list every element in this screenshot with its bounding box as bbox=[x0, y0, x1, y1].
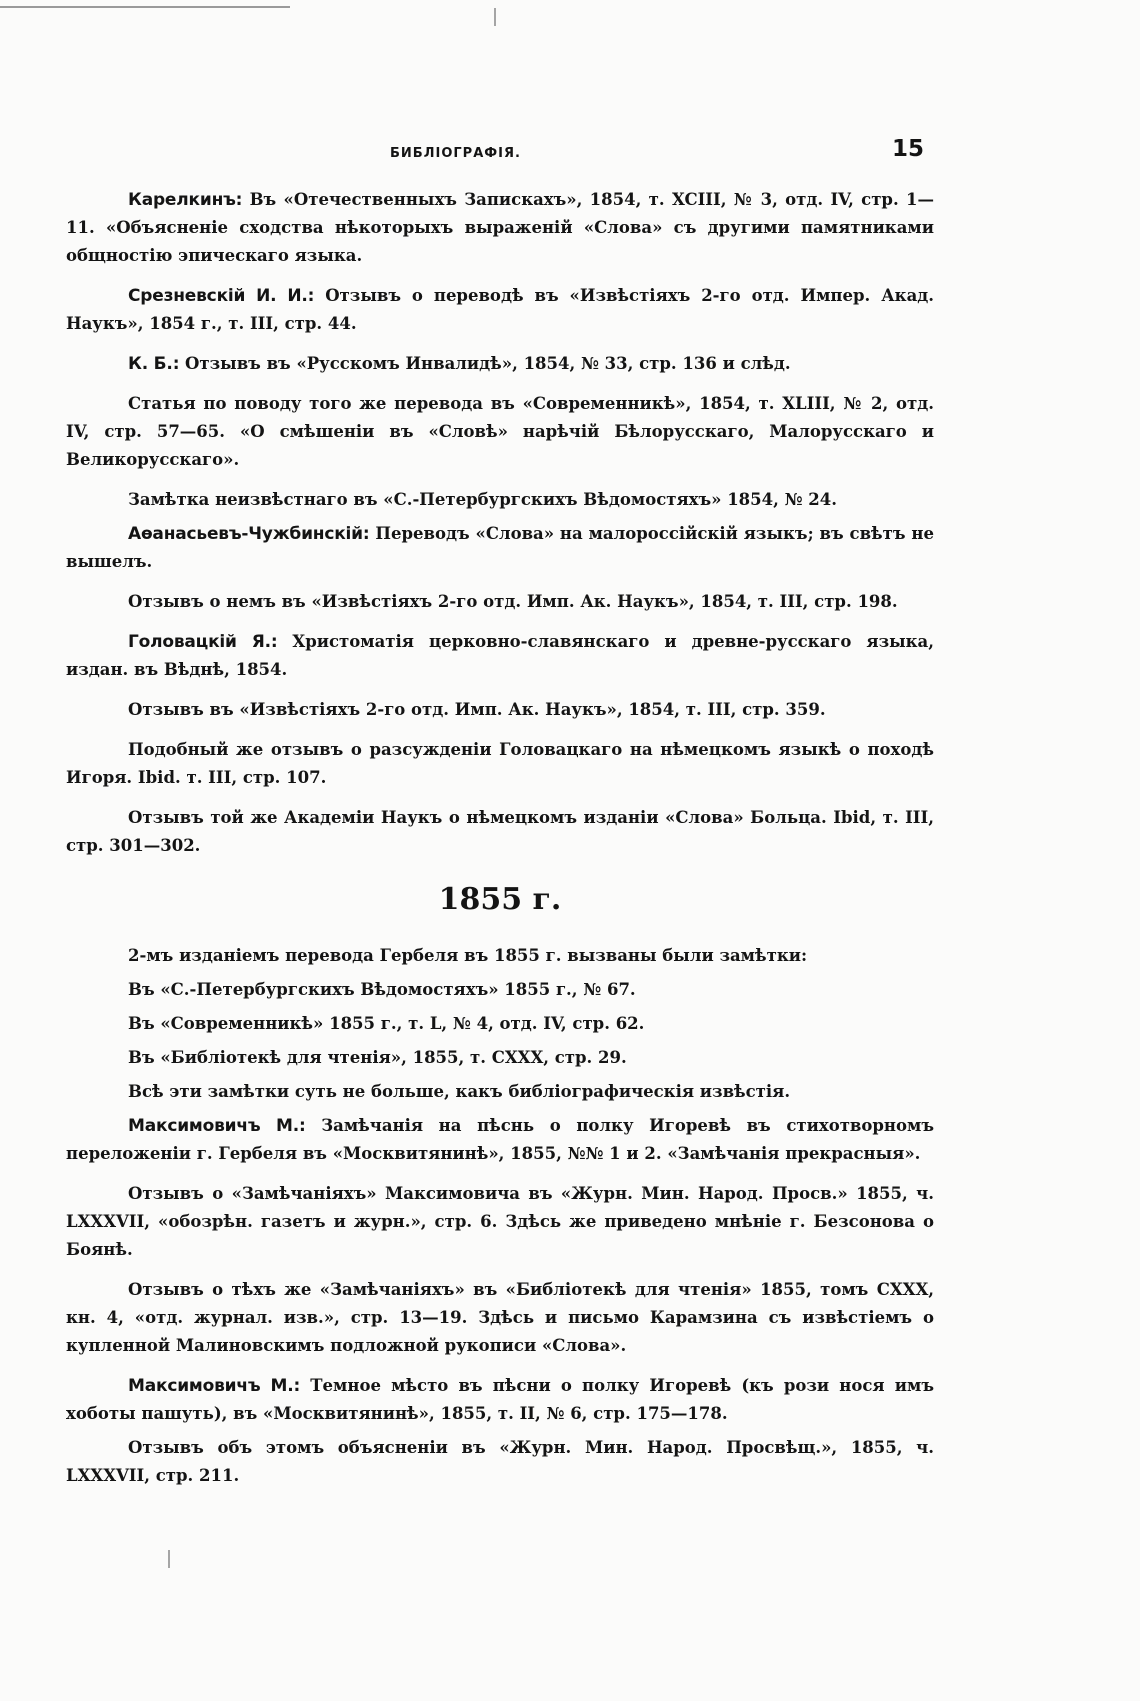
entry-paragraph bbox=[66, 520, 934, 576]
entry-paragraph bbox=[66, 350, 934, 378]
page-number: 15 bbox=[892, 136, 925, 162]
entry-paragraph bbox=[66, 1078, 934, 1106]
entry-text: Отзывъ о переводѣ въ «Извѣстіяхъ 2-го отд. Импер. Акад. Наукъ», 1854 г., т. III, стр. 44. bbox=[66, 286, 934, 333]
entry-text: Отзывъ о тѣхъ же «Замѣчаніяхъ» въ «Библіотекѣ для чтенія» 1855, томъ CXXX, кн. 4, «отд. журнал. изв.», стр. 13—19. Здѣсь и письмо Карамзина съ извѣстіемъ о купленной Малиновскимъ подложной рукописи «Слова». bbox=[66, 1280, 934, 1355]
body-text bbox=[66, 186, 934, 1502]
entry-paragraph bbox=[66, 1434, 934, 1490]
entry-paragraph bbox=[66, 390, 934, 474]
entry-text: Отзывъ въ «Извѣстіяхъ 2-го отд. Имп. Ак. Наукъ», 1854, т. III, стр. 359. bbox=[128, 700, 826, 719]
entry-paragraph bbox=[66, 696, 934, 724]
entry-paragraph bbox=[66, 628, 934, 684]
entry-text: Въ «С.-Петербургскихъ Вѣдомостяхъ» 1855 г., № 67. bbox=[128, 980, 636, 999]
entry-text: Замѣчанія на пѣснь о полку Игоревѣ въ стихотворномъ переложеніи г. Гербеля въ «Москвитянинѣ», 1855, №№ 1 и 2. «Замѣчанія прекрасныя». bbox=[66, 1116, 934, 1163]
entry-paragraph bbox=[66, 588, 934, 616]
entry-text: Подобный же отзывъ о разсужденіи Головацкаго на нѣмецкомъ языкѣ о походѣ Игоря. Ibid. т. III, стр. 107. bbox=[66, 740, 934, 787]
top-rule bbox=[0, 6, 290, 8]
scan-mark bbox=[494, 8, 496, 26]
entry-text: Въ «Отечественныхъ Запискахъ», 1854, т. XCIII, № 3, отд. IV, стр. 1—11. «Объясненіе сходства нѣкоторыхъ выраженій «Слова» съ другими памятниками общностію эпическаго языка. bbox=[66, 190, 934, 265]
entry-text: Отзывъ той же Академіи Наукъ о нѣмецкомъ изданіи «Слова» Больца. Ibid, т. III, стр. 301—302. bbox=[66, 808, 934, 855]
entry-paragraph bbox=[66, 804, 934, 860]
entry-text: Въ «Библіотекѣ для чтенія», 1855, т. CXXX, стр. 29. bbox=[128, 1048, 627, 1067]
entry-paragraph bbox=[66, 942, 934, 970]
entry-paragraph bbox=[66, 1276, 934, 1360]
entry-text: Отзывъ о «Замѣчаніяхъ» Максимовича въ «Журн. Мин. Народ. Просв.» 1855, ч. LXXXVII, «обозрѣн. газетъ и журн.», стр. 6. Здѣсь же приведено мнѣніе г. Безсонова о Боянѣ. bbox=[66, 1184, 934, 1259]
entry-paragraph bbox=[66, 1112, 934, 1168]
author-name: Максимовичъ М.: bbox=[128, 1376, 301, 1396]
entry-text: Отзывъ объ этомъ объясненіи въ «Журн. Мин. Народ. Просвѣщ.», 1855, ч. LXXXVII, стр. 211. bbox=[66, 1438, 934, 1485]
author-name: Карелкинъ: bbox=[128, 190, 243, 210]
entry-paragraph bbox=[66, 976, 934, 1004]
entry-paragraph bbox=[66, 1010, 934, 1038]
author-name: Аѳанасьевъ-Чужбинскій: bbox=[128, 524, 370, 544]
entry-paragraph bbox=[66, 1372, 934, 1428]
entry-text: Замѣтка неизвѣстнаго въ «С.-Петербургскихъ Вѣдомостяхъ» 1854, № 24. bbox=[128, 490, 838, 509]
entry-text: Статья по поводу того же перевода въ «Современникѣ», 1854, т. XLIII, № 2, отд. IV, стр. 57—65. «О смѣшеніи въ «Словѣ» нарѣчій Бѣлорусскаго, Малорусскаго и Великорусскаго». bbox=[66, 394, 934, 469]
author-name: Головацкій Я.: bbox=[128, 632, 278, 652]
entry-text: Отзывъ о немъ въ «Извѣстіяхъ 2-го отд. Имп. Ак. Наукъ», 1854, т. III, стр. 198. bbox=[128, 592, 898, 611]
entry-paragraph bbox=[66, 186, 934, 270]
entry-paragraph bbox=[66, 486, 934, 514]
entry-text: Переводъ «Слова» на малороссійскій языкъ; въ свѣтъ не вышелъ. bbox=[66, 524, 934, 571]
author-name: Срезневскій И. И.: bbox=[128, 286, 315, 306]
entry-text: Всѣ эти замѣтки суть не больше, какъ библіографическія извѣстія. bbox=[128, 1082, 791, 1101]
entry-text: Въ «Современникѣ» 1855 г., т. L, № 4, отд. IV, стр. 62. bbox=[128, 1014, 645, 1033]
entry-text: Отзывъ въ «Русскомъ Инвалидѣ», 1854, № 33, стр. 136 и слѣд. bbox=[179, 354, 791, 373]
scan-mark bbox=[168, 1550, 170, 1568]
entry-paragraph bbox=[66, 1180, 934, 1264]
entry-paragraph bbox=[66, 736, 934, 792]
entry-text: 2-мъ изданіемъ перевода Гербеля въ 1855 г. вызваны были замѣтки: bbox=[128, 946, 808, 965]
year-heading: 1855 г. bbox=[438, 882, 562, 917]
entry-text: Темное мѣсто въ пѣсни о полку Игоревѣ (къ рози нося имъ хоботы пашуть), въ «Москвитянинѣ», 1855, т. II, № 6, стр. 175—178. bbox=[66, 1376, 934, 1423]
entry-paragraph bbox=[66, 282, 934, 338]
author-name: Максимовичъ М.: bbox=[128, 1116, 306, 1136]
author-name: К. Б.: bbox=[128, 354, 180, 374]
running-title: БИБЛІОГРАФІЯ. bbox=[390, 146, 521, 161]
entry-text: Христоматія церковно-славянскаго и древне-русскаго языка, издан. въ Вѣднѣ, 1854. bbox=[66, 632, 934, 679]
entry-paragraph bbox=[66, 1044, 934, 1072]
